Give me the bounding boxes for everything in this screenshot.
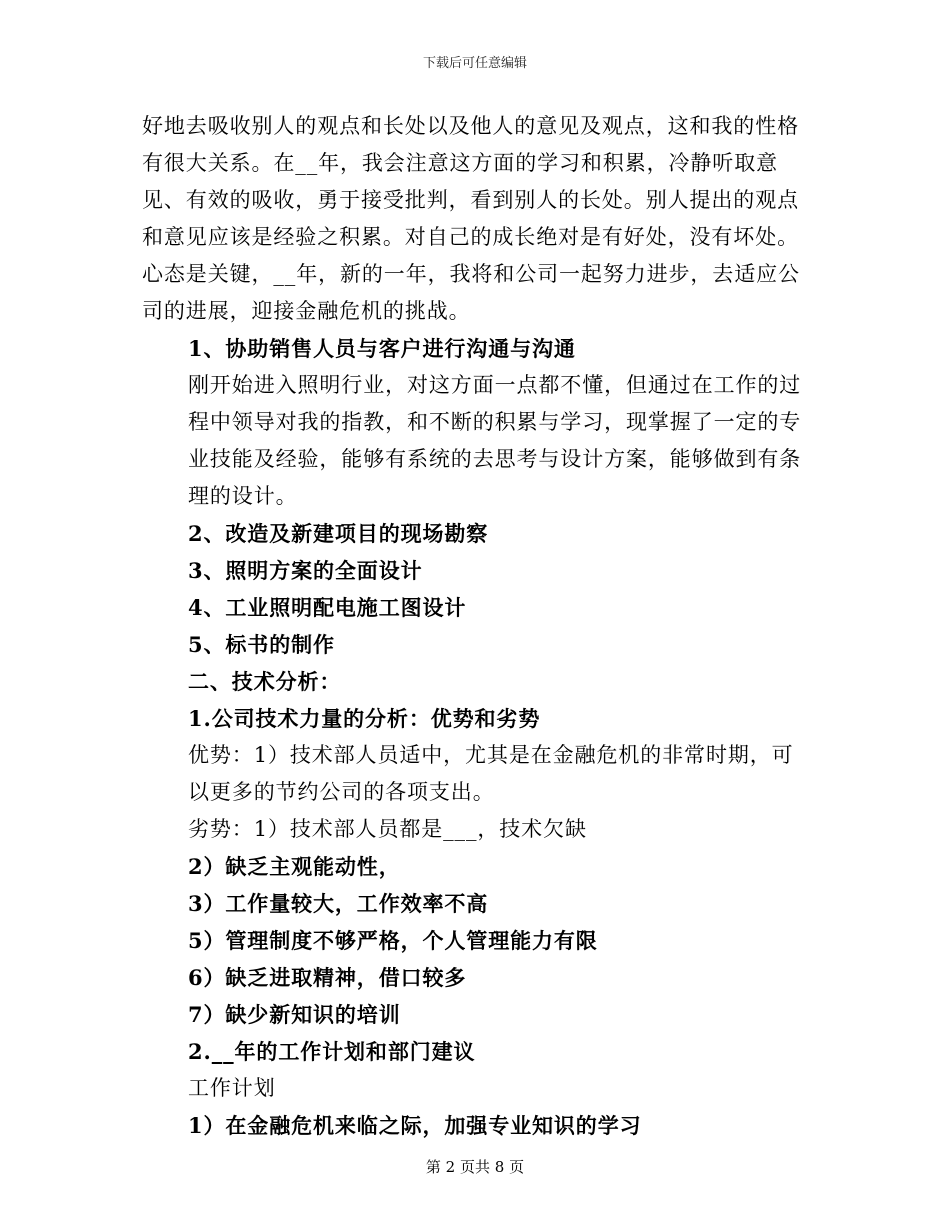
plan-item-1: 1）在金融危机来临之际，加强专业知识的学习 — [188, 1113, 642, 1138]
item-site-survey: 2、改造及新建项目的现场勘察 — [188, 521, 489, 546]
weakness-item-2: 2）缺乏主观能动性， — [188, 854, 401, 879]
weakness-item-3: 3）工作量较大，工作效率不高 — [188, 891, 489, 916]
paragraph-lighting-industry: 刚开始进入照明行业，对这方面一点都不懂，但通过在工作的过程中领导对我的指教，和不断的积累与学习，现掌握了一定的专业技能及经验，能够有系统的去思考与设计方案，能够做到有条理的设计。 — [188, 373, 802, 508]
label-work-plan: 工作计划 — [188, 1076, 276, 1100]
weakness-item-7: 7）缺少新知识的培训 — [188, 1002, 401, 1027]
paragraph-strengths: 优势：1）技术部人员适中，尤其是在金融危机的非常时期，可以更多的节约公司的各项支出。 — [188, 743, 794, 804]
weakness-item-5: 5）管理制度不够严格，个人管理能力有限 — [188, 928, 598, 953]
item-wiring-drawings: 4、工业照明配电施工图设计 — [188, 595, 467, 620]
paragraph-weaknesses: 劣势：1）技术部人员都是___，技术欠缺 — [188, 817, 587, 841]
section-heading-technical-analysis: 二、技术分析： — [188, 669, 342, 694]
page-footer: 第 2 页共 8 页 — [425, 1158, 525, 1176]
item-tender-documents: 5、标书的制作 — [188, 632, 335, 657]
item-lighting-design: 3、照明方案的全面设计 — [188, 558, 423, 583]
subsection-heading-strengths-weaknesses: 1.公司技术力量的分析：优势和劣势 — [188, 706, 541, 731]
page-header: 下载后可任意编辑 — [422, 56, 527, 71]
subsection-heading-work-plan: 2.__年的工作计划和部门建议 — [188, 1039, 476, 1064]
item-communication-heading: 1、协助销售人员与客户进行沟通与沟通 — [188, 336, 576, 361]
document-body — [142, 108, 812, 1144]
paragraph-self-reflection: 好地去吸收别人的观点和长处以及他人的意见及观点，这和我的性格有很大关系。在__年，我会注意这方面的学习和积累，冷静听取意见、有效的吸收，勇于接受批判，看到别人的长处。别人提出的观点和意见应该是经验之积累。对自己的成长绝对是有好处，没有坏处。心态是关键，__年，新的一年，我将和公司一起努力进步，去适应公司的进展，迎接金融危机的挑战。 — [142, 114, 800, 323]
weakness-item-6: 6）缺乏进取精神，借口较多 — [188, 965, 467, 990]
